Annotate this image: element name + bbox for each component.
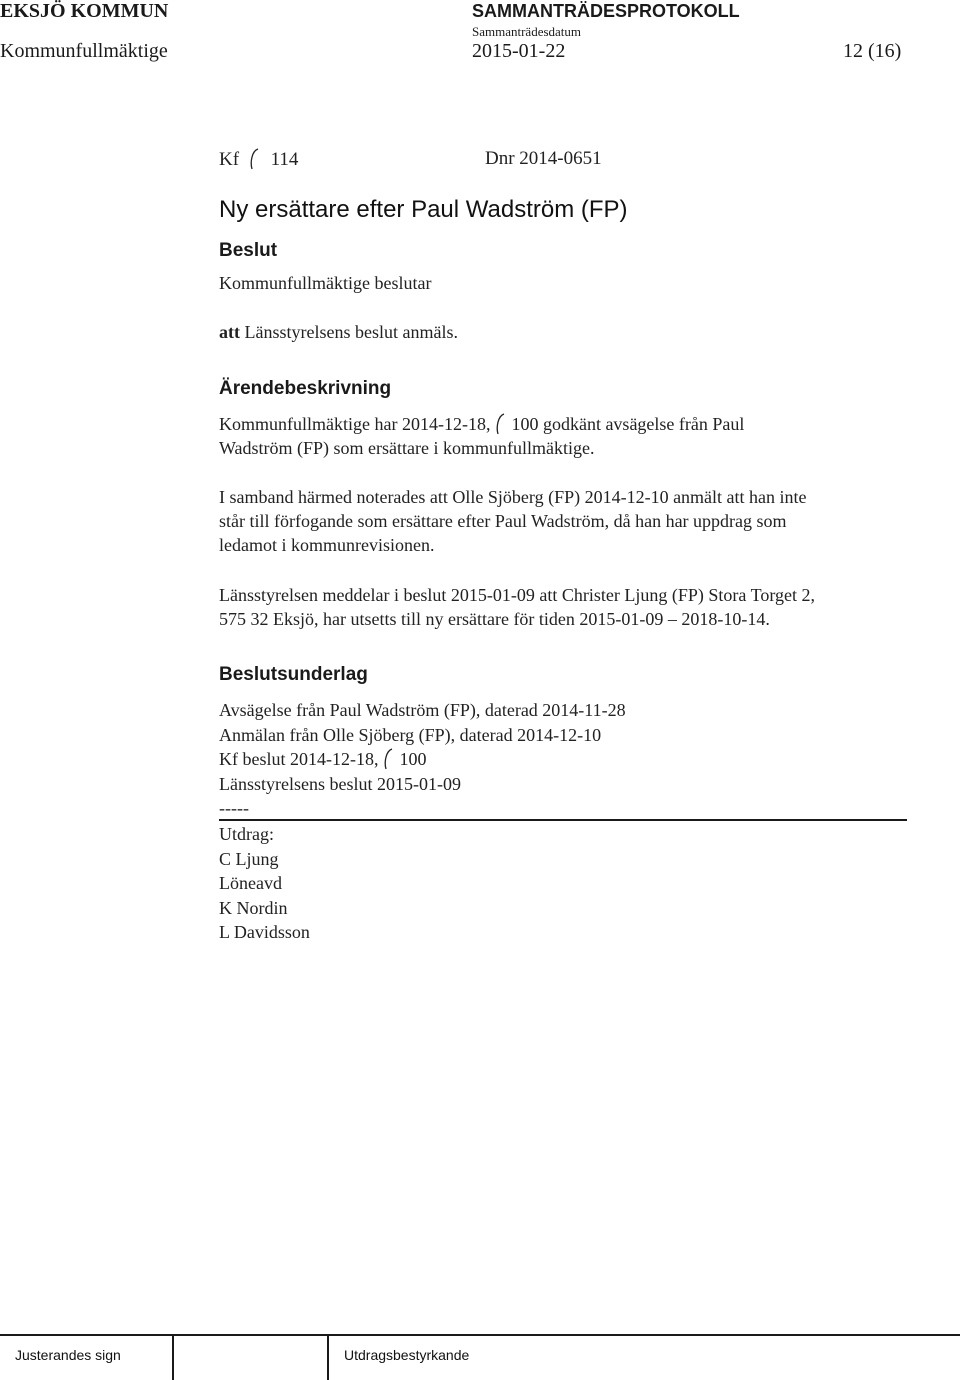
- footer-top-rule: [0, 1334, 960, 1336]
- decision-text: [219, 322, 458, 343]
- description-paragraph-1: [219, 412, 909, 460]
- page-number: 12 (16): [843, 40, 902, 62]
- section-sign-icon: [494, 413, 506, 435]
- distribution-list: [219, 822, 310, 945]
- certification-label: Utdragsbestyrkande: [344, 1347, 470, 1363]
- municipality-name: EKSJÖ KOMMUN: [0, 0, 169, 22]
- list-item: Löneavd: [219, 873, 282, 893]
- meeting-date: 2015-01-22: [472, 40, 566, 62]
- diary-number: Dnr 2014-0651: [485, 148, 602, 169]
- item-reference: [219, 148, 298, 171]
- body-name: Kommunfullmäktige: [0, 40, 168, 62]
- list-item: Länsstyrelsens beslut 2015-01-09: [219, 773, 461, 794]
- page-title: Ny ersättare efter Paul Wadström (FP): [219, 196, 628, 223]
- kf-label: Kf: [219, 149, 240, 170]
- paragraph-line: står till förfogande som ersättare efter Paul Wadström, då han har uppdrag som: [219, 511, 787, 531]
- decision-statement: Länsstyrelsens beslut anmäls.: [244, 322, 458, 342]
- protocol-title: SAMMANTRÄDESPROTOKOLL: [472, 1, 740, 21]
- section-divider: [219, 819, 907, 821]
- list-item: K Nordin: [219, 897, 288, 918]
- list-item: L Davidsson: [219, 922, 310, 942]
- decision-intro: Kommunfullmäktige beslutar: [219, 273, 432, 293]
- description-heading: Ärendebeskrivning: [219, 378, 392, 399]
- signature-label: Justerandes sign: [15, 1347, 121, 1363]
- paragraph-line: Länsstyrelsen meddelar i beslut 2015-01-09 att Christer Ljung (FP) Stora Torget 2,: [219, 585, 815, 605]
- basis-list: [219, 698, 626, 821]
- paragraph-line: Wadström (FP) som ersättare i kommunfullmäktige.: [219, 438, 595, 458]
- kf-number: 114: [270, 149, 299, 170]
- paragraph-line: 575 32 Eksjö, har utsetts till ny ersättare för tiden 2015-01-09 – 2018-10-14.: [219, 609, 770, 629]
- footer-column-divider: [327, 1335, 329, 1380]
- list-item: Kf beslut 2014-12-18, 100: [219, 749, 427, 769]
- paragraph-line: I samband härmed noterades att Olle Sjöberg (FP) 2014-12-10 anmält att han inte: [219, 487, 807, 507]
- paragraph-line: Kommunfullmäktige har 2014-12-18, 100 godkänt avsägelse från Paul: [219, 414, 745, 434]
- basis-heading: Beslutsunderlag: [219, 664, 368, 685]
- list-item: C Ljung: [219, 848, 279, 869]
- meeting-date-caption: Sammanträdesdatum: [472, 24, 582, 39]
- paragraph-line: ledamot i kommunrevisionen.: [219, 535, 435, 555]
- description-paragraph-2: [219, 485, 909, 557]
- section-sign-icon: [248, 148, 260, 170]
- distribution-heading: Utdrag:: [219, 824, 274, 844]
- list-item: Avsägelse från Paul Wadström (FP), daterad 2014-11-28: [219, 700, 626, 720]
- separator-dashes: -----: [219, 798, 249, 818]
- att-word: att: [219, 322, 240, 342]
- section-sign-icon: [382, 748, 394, 770]
- description-paragraph-3: [219, 583, 909, 631]
- footer-column-divider: [172, 1335, 174, 1380]
- decision-heading: Beslut: [219, 240, 278, 261]
- list-item: Anmälan från Olle Sjöberg (FP), daterad 2014-12-10: [219, 724, 602, 745]
